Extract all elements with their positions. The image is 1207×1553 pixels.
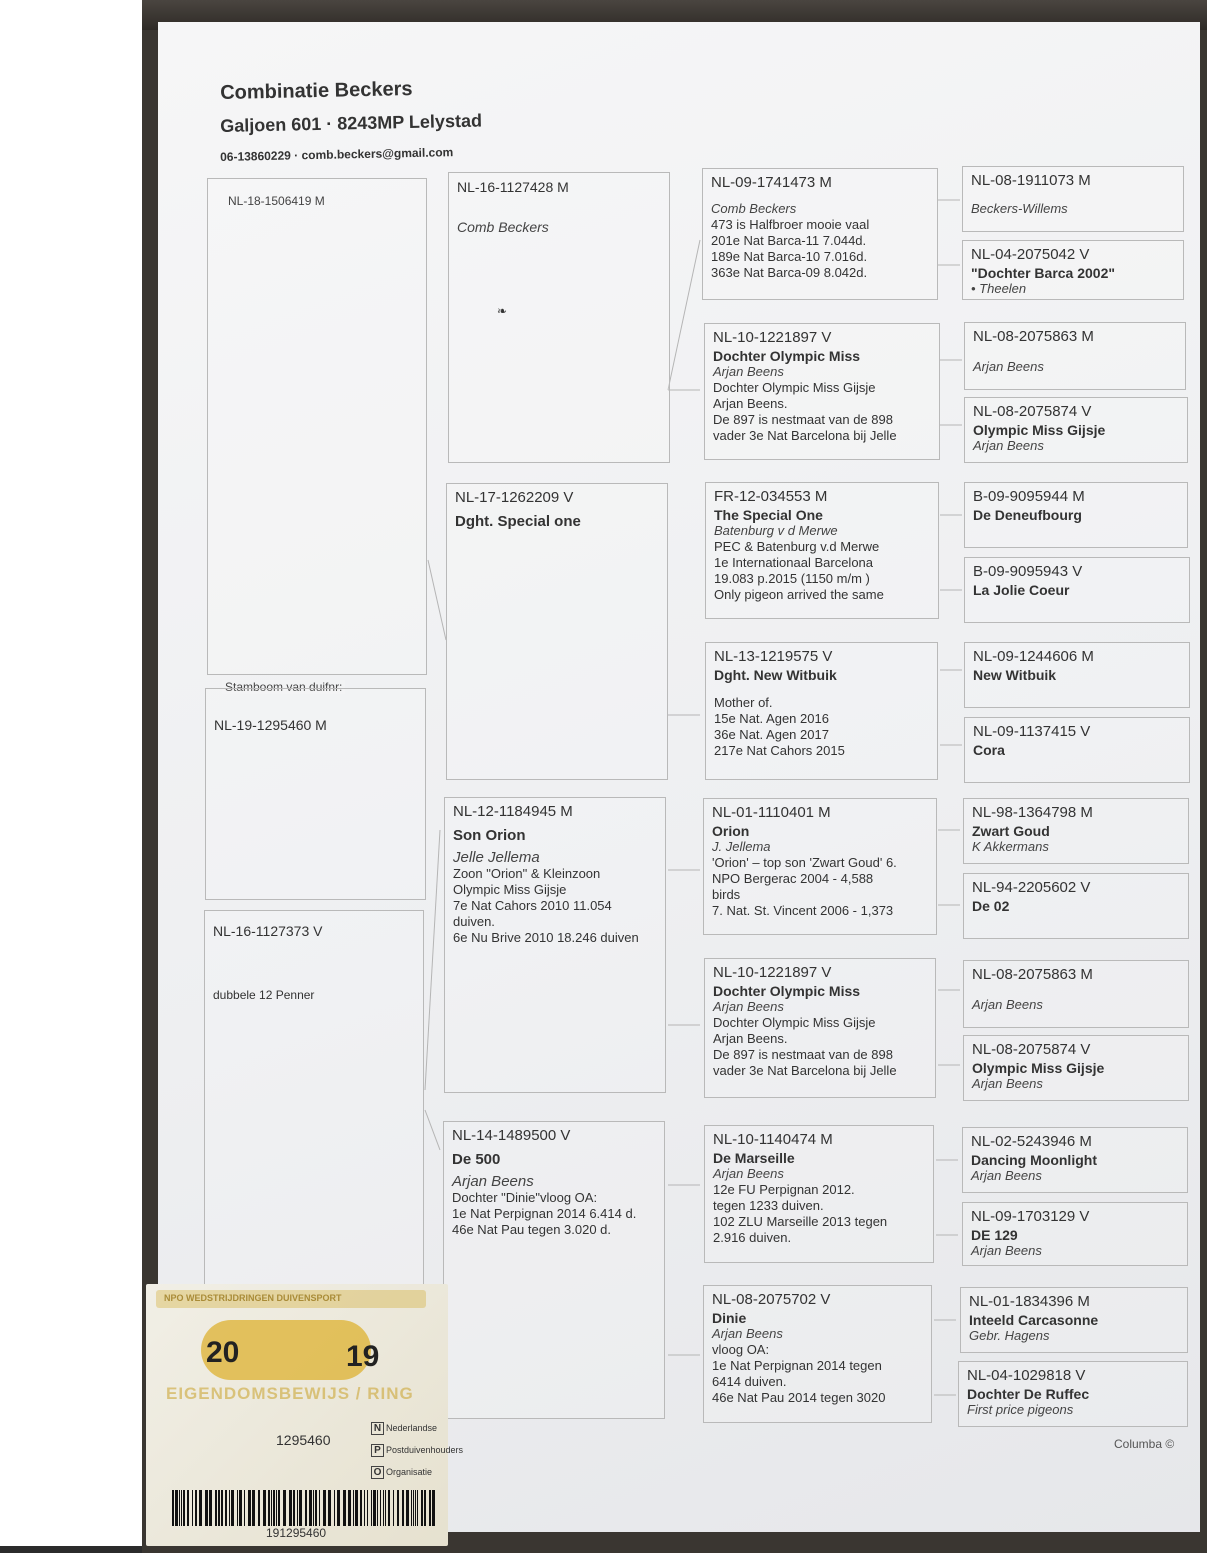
great-grandparent-breeder: Arjan Beens (973, 438, 1044, 453)
grandparent-breeder: Arjan Beens (713, 1166, 784, 1181)
barcode-bar (432, 1490, 435, 1526)
barcode-bar (385, 1490, 386, 1526)
breeder-address: Galjoen 601 · 8243MP Lelystad (220, 110, 483, 136)
parent-note: Zoon "Orion" & Kleinzoon (453, 866, 601, 881)
grandparent-note: 2.916 duiven. (713, 1230, 792, 1245)
barcode-bar (205, 1490, 208, 1526)
great-grandparent-ring: NL-09-1137415 V (973, 723, 1091, 740)
grandparent-ring: NL-08-2075702 V (712, 1291, 831, 1308)
sticker-ring-number: 1295460 (276, 1432, 331, 1448)
barcode-bar (383, 1490, 384, 1526)
barcode-bar (252, 1490, 255, 1526)
subject-box (205, 688, 426, 900)
barcode-bar (172, 1490, 174, 1526)
barcode-bar (371, 1490, 372, 1526)
great-grandparent-ring: NL-02-5243946 M (971, 1133, 1092, 1150)
great-grandparent-box (958, 1361, 1188, 1427)
grandparent-note: 7. Nat. St. Vincent 2006 - 1,373 (712, 903, 894, 918)
barcode-bar (175, 1490, 178, 1526)
subject-photo-ring: NL-18-1506419 M (228, 194, 325, 208)
barcode-bar (429, 1490, 431, 1526)
parent-note: Dochter "Dinie"vloog OA: (452, 1190, 598, 1205)
barcode-bar (278, 1490, 280, 1526)
barcode-bar (367, 1490, 368, 1526)
grandparent-note: 12e FU Perpignan 2012. (713, 1182, 855, 1197)
grandparent-name: Dochter Olympic Miss (713, 348, 861, 364)
great-grandparent-box (964, 397, 1188, 463)
great-grandparent-ring: NL-94-2205602 V (972, 879, 1091, 896)
grandparent-note: birds (712, 887, 741, 902)
parent-breeder: Jelle Jellema (453, 849, 540, 866)
grandparent-note: 1e Nat Perpignan 2014 tegen (712, 1358, 882, 1373)
grandparent-note: Dochter Olympic Miss Gijsje (713, 380, 876, 395)
great-grandparent-name: New Witbuik (973, 667, 1057, 683)
great-grandparent-ring: NL-09-1703129 V (971, 1208, 1090, 1225)
barcode-bar (417, 1490, 418, 1526)
barcode-bar (181, 1490, 182, 1526)
barcode-bar (215, 1490, 217, 1526)
great-grandparent-box (963, 1035, 1189, 1101)
parent-note: 7e Nat Cahors 2010 11.054 (453, 898, 612, 913)
grandparent-note: vader 3e Nat Barcelona bij Jelle (713, 1063, 897, 1078)
barcode (172, 1490, 437, 1526)
great-grandparent-breeder: Arjan Beens (973, 359, 1044, 374)
grandparent-box (704, 958, 936, 1098)
sticker-year-left: 20 (206, 1336, 240, 1369)
barcode-bar (388, 1490, 390, 1526)
grandparent-breeder: Arjan Beens (712, 1326, 783, 1341)
great-grandparent-ring: NL-08-2075863 M (973, 328, 1094, 345)
grandparent-note: De 897 is nestmaat van de 898 (713, 1047, 893, 1062)
great-grandparent-name: DE 129 (971, 1227, 1018, 1243)
parent-dam-box (446, 483, 668, 780)
great-grandparent-box (962, 166, 1184, 232)
grandparent-note: 36e Nat. Agen 2017 (714, 727, 829, 742)
barcode-bar (337, 1490, 340, 1526)
barcode-bar (323, 1490, 326, 1526)
great-grandparent-box (964, 717, 1190, 783)
barcode-bar (360, 1490, 362, 1526)
barcode-bar (237, 1490, 238, 1526)
barcode-bar (229, 1490, 230, 1526)
great-grandparent-box (963, 798, 1189, 864)
barcode-bar (343, 1490, 346, 1526)
great-grandparent-breeder: Beckers-Willems (971, 201, 1068, 216)
barcode-bar (192, 1490, 193, 1526)
great-grandparent-ring: NL-08-2075874 V (973, 403, 1092, 420)
ring-certificate-sticker (146, 1284, 464, 1546)
parent-name: Dght. Special one (455, 513, 581, 530)
parent-box-orion (444, 797, 666, 1093)
grandparent-name: The Special One (714, 507, 823, 523)
barcode-bar (415, 1490, 416, 1526)
barcode-bar (231, 1490, 234, 1526)
barcode-bar (373, 1490, 376, 1526)
grandparent-note: 15e Nat. Agen 2016 (714, 711, 829, 726)
grandparent-breeder: Comb Beckers (711, 201, 797, 216)
pedigree-label: Stamboom van duifnr: (222, 680, 345, 694)
barcode-bar (315, 1490, 317, 1526)
great-grandparent-box (964, 642, 1190, 708)
barcode-bar (413, 1490, 414, 1526)
great-grandparent-breeder: Arjan Beens (971, 1243, 1042, 1258)
great-grandparent-name: "Dochter Barca 2002" (971, 265, 1116, 281)
ink-mark-icon: ❧ (497, 304, 508, 318)
barcode-bar (268, 1490, 270, 1526)
barcode-bar (313, 1490, 314, 1526)
grandparent-note: 102 ZLU Marseille 2013 tegen (713, 1214, 888, 1229)
great-grandparent-ring: NL-08-2075863 M (972, 966, 1093, 983)
org-line-o: O Organisatie (371, 1466, 432, 1479)
great-grandparent-box (962, 240, 1184, 300)
great-grandparent-name: Dochter De Ruffec (967, 1386, 1090, 1402)
grandparent-breeder: Arjan Beens (713, 999, 784, 1014)
subject-ring: NL-19-1295460 M (214, 717, 327, 733)
great-grandparent-box (963, 873, 1189, 939)
great-grandparent-ring: B-09-9095943 V (973, 563, 1083, 580)
barcode-bar (276, 1490, 277, 1526)
grandparent-note: 363e Nat Barca-09 8.042d. (711, 265, 868, 280)
great-grandparent-breeder: Gebr. Hagens (969, 1328, 1050, 1343)
grandparent-name: Orion (712, 823, 750, 839)
parent-note: Olympic Miss Gijsje (453, 882, 567, 897)
barcode-bar (209, 1490, 212, 1526)
grandparent-name: Dinie (712, 1310, 747, 1326)
parent-box-de500 (443, 1121, 665, 1419)
great-grandparent-name: Zwart Goud (972, 823, 1050, 839)
great-grandparent-breeder: Arjan Beens (972, 1076, 1043, 1091)
barcode-bar (364, 1490, 365, 1526)
grandparent-note: 473 is Halfbroer mooie vaal (711, 217, 870, 232)
grandparent-ring: NL-10-1221897 V (713, 329, 832, 346)
great-grandparent-box (964, 557, 1190, 623)
grandparent-note: De 897 is nestmaat van de 898 (713, 412, 893, 427)
great-grandparent-box (963, 960, 1189, 1028)
parent-note: 46e Nat Pau tegen 3.020 d. (452, 1222, 612, 1237)
grandparent-note: Arjan Beens. (713, 396, 788, 411)
barcode-bar (421, 1490, 423, 1526)
parent-breeder: Arjan Beens (452, 1173, 534, 1190)
barcode-bar (353, 1490, 354, 1526)
grandparent-ring: FR-12-034553 M (714, 488, 828, 505)
breeder-name: Combinatie Beckers (220, 77, 413, 104)
great-grandparent-ring: NL-04-1029818 V (967, 1367, 1086, 1384)
grandparent-box (704, 323, 940, 460)
great-grandparent-name: La Jolie Coeur (973, 582, 1070, 598)
grandparent-name: Dochter Olympic Miss (713, 983, 861, 999)
parent-sire-box (448, 172, 670, 463)
barcode-bar (263, 1490, 266, 1526)
grandparent-note: Arjan Beens. (713, 1031, 788, 1046)
barcode-bar (406, 1490, 409, 1526)
great-grandparent-box (962, 1202, 1188, 1266)
great-grandparent-ring: NL-04-2075042 V (971, 246, 1090, 263)
grandparent-note: 217e Nat Cahors 2015 (714, 743, 845, 758)
grandparent-note: 1e Internationaal Barcelona (714, 555, 874, 570)
barcode-bar (293, 1490, 295, 1526)
great-grandparent-name: Olympic Miss Gijsje (972, 1060, 1105, 1076)
great-grandparent-name: Dancing Moonlight (971, 1152, 1097, 1168)
barcode-bar (380, 1490, 381, 1526)
parent-name: Son Orion (453, 827, 526, 844)
barcode-bar (309, 1490, 312, 1526)
grandparent-box (704, 1125, 934, 1263)
breeder-contact: 06-13860229 · comb.beckers@gmail.com (220, 145, 454, 164)
grandparent-note: 189e Nat Barca-10 7.016d. (711, 249, 868, 264)
great-grandparent-ring: NL-09-1244606 M (973, 648, 1094, 665)
grandparent-note: 'Orion' – top son 'Zwart Goud' 6. (712, 855, 897, 870)
barcode-bar (289, 1490, 292, 1526)
grandparent-note: 46e Nat Pau 2014 tegen 3020 (712, 1390, 886, 1405)
barcode-bar (199, 1490, 202, 1526)
org-line-n: N Nederlandse (371, 1422, 437, 1435)
barcode-bar (377, 1490, 378, 1526)
grandparent-note: 6414 duiven. (712, 1374, 787, 1389)
barcode-bar (179, 1490, 180, 1526)
great-grandparent-ring: NL-98-1364798 M (972, 804, 1093, 821)
great-grandparent-ring: NL-08-1911073 M (971, 172, 1091, 189)
barcode-bar (299, 1490, 302, 1526)
grandparent-note: tegen 1233 duiven. (713, 1198, 824, 1213)
grandparent-note: 201e Nat Barca-11 7.044d. (711, 233, 867, 248)
barcode-bar (195, 1490, 197, 1526)
grandparent-box (703, 798, 937, 935)
grandparent-note: Only pigeon arrived the same (714, 587, 884, 602)
sticker-year-right: 19 (346, 1340, 380, 1373)
grandparent-breeder: Arjan Beens (713, 364, 784, 379)
barcode-bar (218, 1490, 220, 1526)
barcode-bar (183, 1490, 185, 1526)
subject-dam-ring: NL-16-1127373 V (213, 923, 323, 939)
barcode-bar (187, 1490, 189, 1526)
great-grandparent-ring: NL-08-2075874 V (972, 1041, 1091, 1058)
great-grandparent-box (960, 1287, 1188, 1353)
barcode-bar (397, 1490, 399, 1526)
barcode-bar (225, 1490, 227, 1526)
subject-photo-box (207, 178, 427, 675)
grandparent-ring: NL-10-1140474 M (713, 1131, 833, 1148)
barcode-bar (319, 1490, 320, 1526)
great-grandparent-breeder: K Akkermans (972, 839, 1049, 854)
great-grandparent-breeder: First price pigeons (967, 1402, 1074, 1417)
barcode-bar (424, 1490, 426, 1526)
grandparent-box (705, 642, 938, 780)
great-grandparent-ring: NL-01-1834396 M (969, 1293, 1090, 1310)
grandparent-note: 19.083 p.2015 (1150 m/m ) (714, 571, 870, 586)
great-grandparent-name: Cora (973, 742, 1005, 758)
grandparent-note: NPO Bergerac 2004 - 4,588 (712, 871, 874, 886)
grandparent-box (703, 1285, 932, 1423)
parent-ring: NL-12-1184945 M (453, 803, 573, 820)
org-line-p: P Postduivenhouders (371, 1444, 463, 1457)
barcode-bar (283, 1490, 286, 1526)
parent-ring: NL-16-1127428 M (457, 179, 569, 195)
subject-dam-note: dubbele 12 Penner (213, 988, 315, 1002)
great-grandparent-name: De Deneufbourg (973, 507, 1082, 523)
great-grandparent-ring: B-09-9095944 M (973, 488, 1085, 505)
barcode-bar (248, 1490, 251, 1526)
grandparent-ring: NL-09-1741473 M (711, 174, 832, 191)
footer-credit: Columba © (1114, 1437, 1175, 1451)
barcode-bar (355, 1490, 358, 1526)
parent-breeder: Comb Beckers (457, 219, 549, 235)
barcode-bar (221, 1490, 223, 1526)
parent-note: duiven. (453, 914, 495, 929)
parent-ring: NL-17-1262209 V (455, 489, 574, 506)
barcode-bar (258, 1490, 260, 1526)
grandparent-note: Mother of. (714, 695, 773, 710)
parent-note: 6e Nu Brive 2010 18.246 duiven (453, 930, 639, 945)
org-name-1: Nederlandse (386, 1423, 438, 1433)
great-grandparent-box (964, 482, 1188, 548)
barcode-bar (244, 1490, 245, 1526)
org-name-3: Organisatie (386, 1467, 433, 1477)
grandparent-breeder: Batenburg v d Merwe (714, 523, 838, 538)
grandparent-note: vloog OA: (712, 1342, 770, 1357)
grandparent-breeder: J. Jellema (712, 839, 771, 854)
barcode-bar (305, 1490, 307, 1526)
grandparent-ring: NL-13-1219575 V (714, 648, 833, 665)
barcode-number: 191295460 (266, 1526, 327, 1540)
bottom-edge (0, 1546, 142, 1553)
grandparent-box (705, 482, 939, 619)
great-grandparent-box (962, 1127, 1188, 1193)
grandparent-ring: NL-01-1110401 M (712, 804, 831, 821)
grandparent-note: Dochter Olympic Miss Gijsje (713, 1015, 876, 1030)
great-grandparent-box (964, 322, 1186, 390)
barcode-bar (348, 1490, 351, 1526)
grandparent-note: vader 3e Nat Barcelona bij Jelle (713, 428, 897, 443)
sticker-top-text: NPO WEDSTRIJDRINGEN DUIVENSPORT (164, 1293, 342, 1303)
org-name-2: Postduivenhouders (386, 1445, 464, 1455)
barcode-bar (393, 1490, 394, 1526)
barcode-bar (402, 1490, 404, 1526)
grandparent-name: Dght. New Witbuik (714, 667, 837, 683)
barcode-bar (297, 1490, 298, 1526)
subject-dam-box (204, 910, 424, 1290)
grandparent-box (702, 168, 938, 300)
grandparent-name: De Marseille (713, 1150, 795, 1166)
great-grandparent-name: De 02 (972, 898, 1010, 914)
great-grandparent-breeder: Arjan Beens (972, 997, 1043, 1012)
barcode-bar (334, 1490, 335, 1526)
great-grandparent-name: Olympic Miss Gijsje (973, 422, 1106, 438)
parent-name: De 500 (452, 1151, 501, 1168)
barcode-bar (328, 1490, 331, 1526)
barcode-bar (239, 1490, 242, 1526)
parent-note: 1e Nat Perpignan 2014 6.414 d. (452, 1206, 637, 1221)
great-grandparent-name: Inteeld Carcasonne (969, 1312, 1099, 1328)
great-grandparent-breeder: • Theelen (971, 281, 1027, 296)
grandparent-ring: NL-10-1221897 V (713, 964, 832, 981)
parent-ring: NL-14-1489500 V (452, 1127, 571, 1144)
great-grandparent-breeder: Arjan Beens (971, 1168, 1042, 1183)
barcode-bar (411, 1490, 412, 1526)
grandparent-note: PEC & Batenburg v.d Merwe (714, 539, 880, 554)
barcode-bar (273, 1490, 275, 1526)
barcode-bar (271, 1490, 272, 1526)
sticker-title: EIGENDOMSBEWIJS / RING (166, 1384, 414, 1403)
